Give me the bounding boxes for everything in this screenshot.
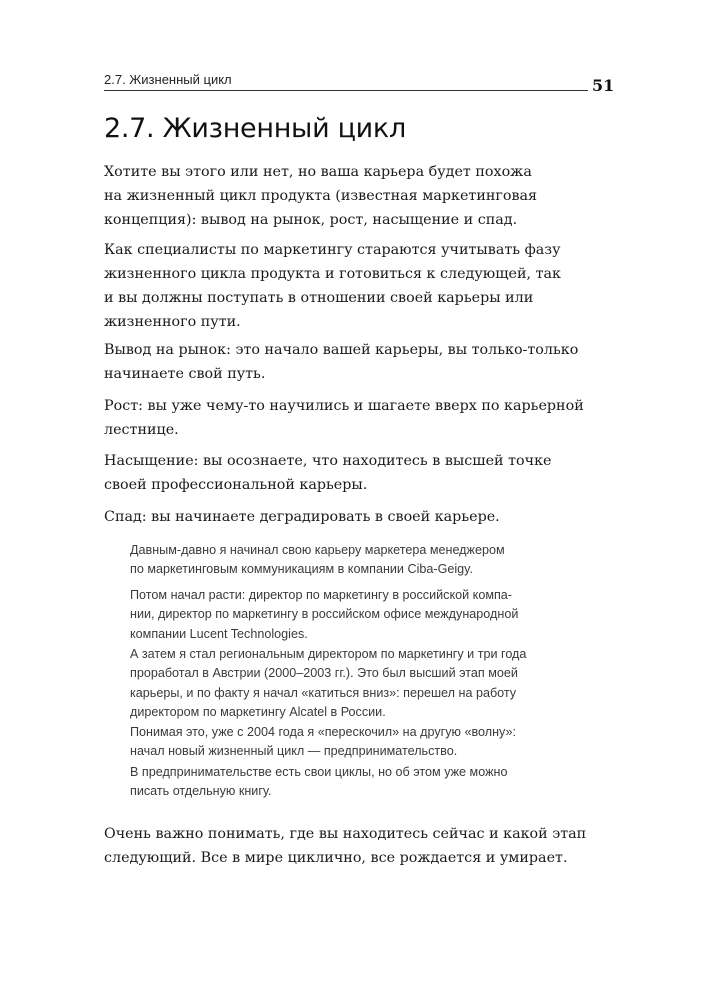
quote-paragraph bbox=[130, 763, 590, 802]
text-line: жизненного пути. bbox=[104, 314, 241, 330]
text-line: Хотите вы этого или нет, но ваша карьера будет похожа bbox=[104, 164, 532, 180]
text-line: Очень важно понимать, где вы находитесь сейчас и какой этап bbox=[104, 826, 587, 842]
text-line: Спад: вы начинаете деградировать в своей карьере. bbox=[104, 509, 500, 525]
text-line: жизненного цикла продукта и готовиться к следующей, так bbox=[104, 266, 561, 282]
chapter-title: 2.7. Жизненный цикл bbox=[104, 113, 406, 144]
text-line: лестнице. bbox=[104, 422, 179, 438]
paragraph-growth bbox=[104, 394, 594, 442]
quote-line: Потом начал расти: директор по маркетингу в российской компа- bbox=[130, 588, 512, 602]
quote-line: А затем я стал региональным директором по маркетингу и три года bbox=[130, 647, 527, 661]
quote-paragraph bbox=[130, 541, 590, 580]
header-rule bbox=[104, 90, 588, 91]
page-number: 51 bbox=[592, 76, 615, 95]
quote-line: начал новый жизненный цикл — предпринимательство. bbox=[130, 744, 458, 759]
text-line: следующий. Все в мире циклично, все рождается и умирает. bbox=[104, 850, 568, 866]
text-line: и вы должны поступать в отношении своей карьеры или bbox=[104, 290, 534, 306]
running-head-title: 2.7. Жизненный цикл bbox=[104, 72, 232, 87]
quote-line: по маркетинговым коммуникациям в компании Ciba-Geigy. bbox=[130, 562, 474, 577]
text-line: на жизненный цикл продукта (известная маркетинговая bbox=[104, 188, 538, 204]
quote-line: директором по маркетингу Alcatel в России. bbox=[130, 704, 386, 719]
quote-paragraph bbox=[130, 586, 590, 644]
quote-line: проработал в Австрии (2000–2003 гг.). Это был высший этап моей bbox=[130, 666, 518, 681]
text-line: начинаете свой путь. bbox=[104, 366, 266, 382]
paragraph-closing bbox=[104, 822, 604, 870]
quote-line: Понимая это, уже с 2004 года я «перескочил» на другую «волну»: bbox=[130, 725, 516, 739]
quote-line: нии, директор по маркетингу в российском офисе международной bbox=[130, 607, 519, 622]
text-line: Рост: вы уже чему-то научились и шагаете вверх по карьерной bbox=[104, 398, 584, 414]
text-line: своей профессиональной карьеры. bbox=[104, 477, 368, 493]
quote-paragraph bbox=[130, 723, 590, 762]
text-line: Насыщение: вы осознаете, что находитесь в высшей точке bbox=[104, 453, 552, 469]
text-line: Как специалисты по маркетингу стараются учитывать фазу bbox=[104, 242, 561, 258]
quote-paragraph bbox=[130, 645, 590, 722]
text-line: Вывод на рынок: это начало вашей карьеры, вы только-только bbox=[104, 342, 579, 358]
quote-line: компании Lucent Technologies. bbox=[130, 626, 308, 641]
quote-line: карьеры, и по факту я начал «катиться вниз»: перешел на работу bbox=[130, 685, 517, 700]
paragraph-saturation bbox=[104, 449, 594, 497]
quote-line: Давным-давно я начинал свою карьеру маркетера менеджером bbox=[130, 543, 505, 557]
text-line: концепция): вывод на рынок, рост, насыщение и спад. bbox=[104, 212, 518, 228]
quote-line: В предпринимательстве есть свои циклы, но об этом уже можно bbox=[130, 765, 508, 779]
paragraph-marketing bbox=[104, 238, 594, 334]
paragraph-intro bbox=[104, 160, 594, 232]
paragraph-decline bbox=[104, 505, 594, 529]
paragraph-launch bbox=[104, 338, 594, 386]
quote-line: писать отдельную книгу. bbox=[130, 784, 272, 799]
